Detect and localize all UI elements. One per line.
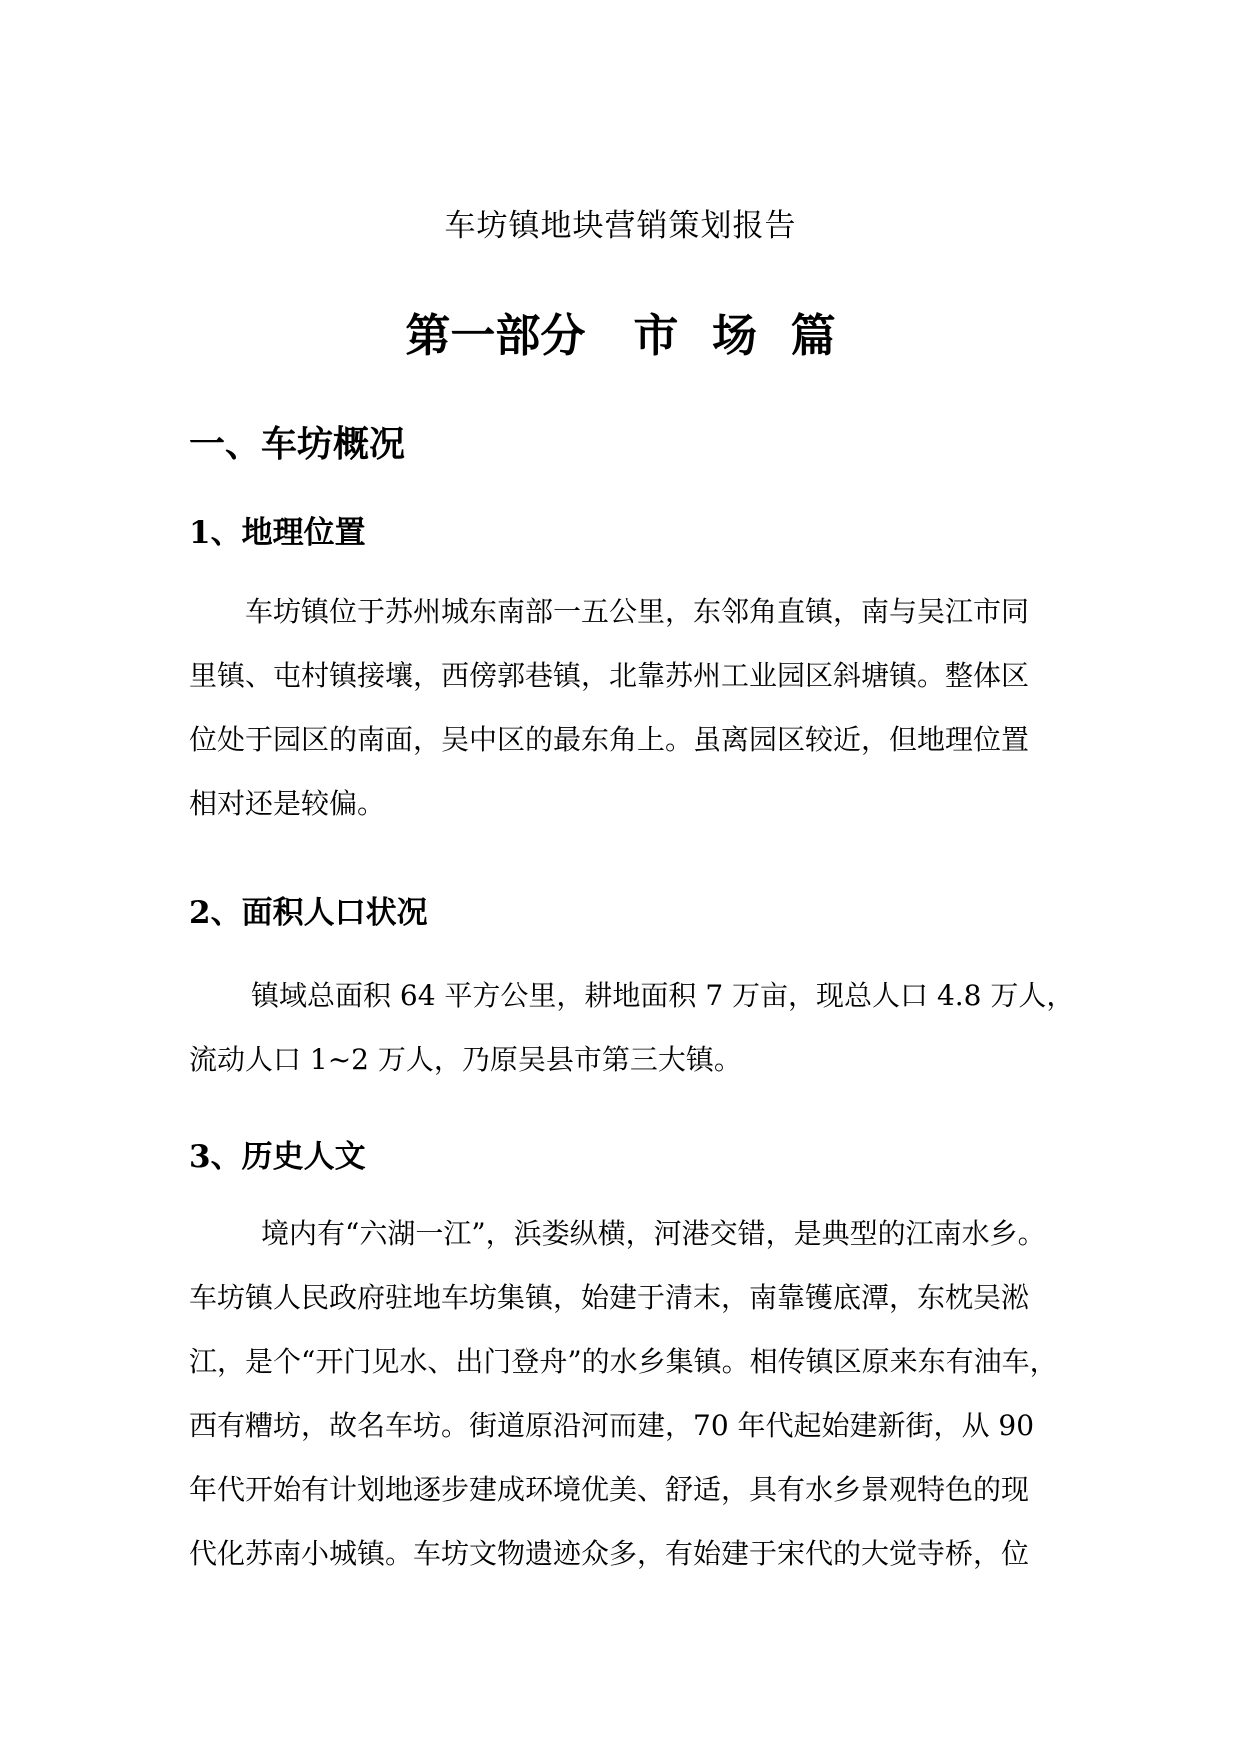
paragraph-line: 境内有“六湖一江”，浜娄纵横，河港交错，是典型的江南水乡。: [261, 1217, 1046, 1250]
paragraph-line: 年代开始有计划地逐步建成环境优美、舒适，具有水乡景观特色的现: [189, 1473, 1030, 1506]
part-name: 市 场 篇: [633, 309, 836, 362]
paragraph-history-culture: [189, 1202, 1059, 1586]
document-title: 车坊镇地块营销策划报告: [444, 208, 797, 244]
subsection-heading-geography: 1、地理位置: [189, 515, 366, 551]
paragraph-line: 车坊镇人民政府驻地车坊集镇，始建于清末，南靠镬底潭，东枕吴淞: [189, 1281, 1030, 1314]
part-label: 第一部分: [405, 309, 586, 362]
paragraph-line: 车坊镇位于苏州城东南部一五公里，东邻角直镇，南与吴江市同: [245, 595, 1030, 628]
paragraph-line: 镇域总面积 64 平方公里，耕地面积 7 万亩，现总人口 4.8 万人，: [251, 979, 1075, 1012]
subsection-heading-area-population: 2、面积人口状况: [189, 895, 428, 931]
subsection-heading-history-culture: 3、历史人文: [189, 1139, 366, 1175]
paragraph-line: 江，是个“开门见水、出门登舟”的水乡集镇。相传镇区原来东有油车，: [189, 1345, 1058, 1378]
paragraph-area-population: [189, 964, 1075, 1092]
part-title: [0, 308, 1241, 364]
paragraph-line: 西有糟坊，故名车坊。街道原沿河而建，70 年代起始建新街，从 90: [189, 1409, 1035, 1442]
paragraph-line: 代化苏南小城镇。车坊文物遗迹众多，有始建于宋代的大觉寺桥，位: [189, 1537, 1030, 1570]
section-heading: 一、车坊概况: [189, 424, 406, 465]
paragraph-line: 相对还是较偏。: [189, 787, 386, 820]
paragraph-geography: [189, 580, 1059, 836]
paragraph-line: 位处于园区的南面，吴中区的最东角上。虽离园区较近，但地理位置: [189, 723, 1030, 756]
paragraph-line: 流动人口 1~2 万人，乃原吴县市第三大镇。: [189, 1043, 742, 1076]
paragraph-line: 里镇、屯村镇接壤，西傍郭巷镇，北靠苏州工业园区斜塘镇。整体区: [189, 659, 1030, 692]
